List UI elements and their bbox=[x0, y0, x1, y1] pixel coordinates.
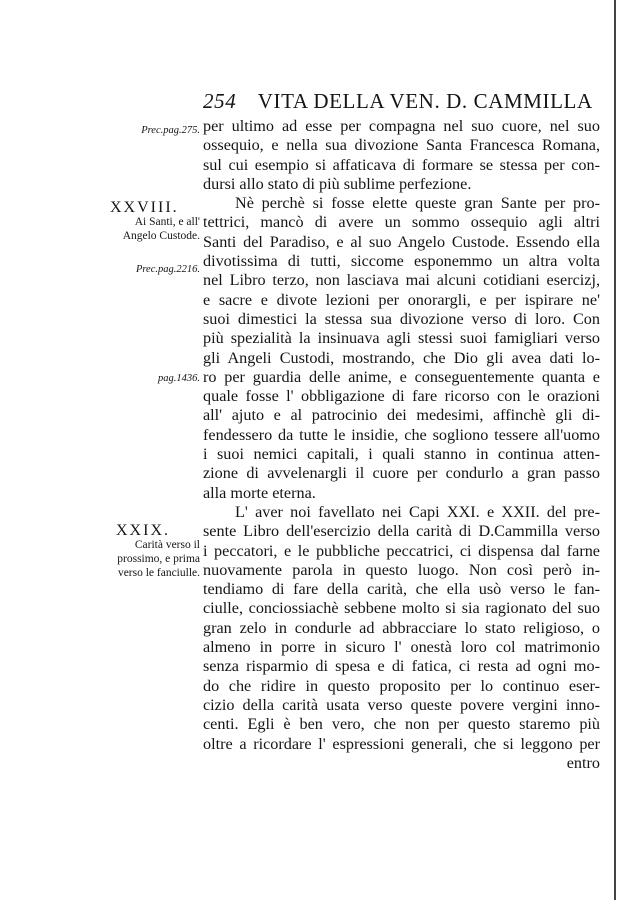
text-line: per ultimo ad esse per compagna nel suo cuore, nel suo bbox=[203, 117, 600, 135]
margin-ref-1: Prec.pag.275. bbox=[141, 125, 200, 136]
text-line: suoi dimestici la stessa sua divozione verso di loro. Con bbox=[203, 309, 600, 328]
section-29-number: XXIX. bbox=[116, 522, 170, 539]
running-title: VITA DELLA VEN. D. CAMMILLA bbox=[257, 89, 593, 113]
text-line: nuovamente parola in questo luogo. Non così però in- bbox=[203, 560, 600, 579]
page-edge-line bbox=[614, 0, 616, 900]
text-line: ciulle, conciossiachè sebbene molto si sia ragionato del suo bbox=[203, 599, 600, 618]
text-line: zione di avvelenargli il cuore per condurlo a gran passo bbox=[203, 464, 600, 483]
text-line: nel Libro terzo, non lasciava mai alcuni cotidiani esercizj, bbox=[203, 271, 600, 290]
text-line: L' aver noi favellato nei Capi XXI. e XXII. del pre- bbox=[235, 502, 600, 521]
running-header bbox=[203, 88, 603, 114]
text-line: sul cui esempio si affaticava di formare se stessa per con- bbox=[203, 155, 600, 174]
text-line: e sacre e divote lezioni per onorargli, e per ispirare ne' bbox=[203, 290, 600, 309]
section-29-title-line-2: prossimo, e prima bbox=[117, 553, 200, 565]
text-line: gli Angeli Custodi, mostrando, che Dio gli avea dati lo- bbox=[203, 348, 600, 367]
catchword: entro bbox=[566, 753, 600, 772]
text-line: almeno in porre in sicuro l' onestà loro col matrimonio bbox=[203, 638, 600, 657]
text-line: ro per guardia delle anime, e conseguentemente quanta e bbox=[203, 367, 600, 386]
text-line: senza risparmio di spesa e di fatica, ci resta ad ogni mo- bbox=[203, 657, 600, 676]
text-line: Santi del Paradiso, e al suo Angelo Custode. Essendo ella bbox=[203, 232, 600, 251]
text-line: centi. Egli è ben vero, che non per questo staremo più bbox=[203, 715, 600, 734]
text-line: quale fosse l' obbligazione di fare ricorso con le orazioni bbox=[203, 387, 600, 406]
text-line: cizio della carità usata verso queste povere vergini inno- bbox=[203, 695, 600, 714]
margin-ref-3: pag.1436. bbox=[158, 373, 200, 384]
text-line: più spezialità la insinuava agli stessi suoi famigliari verso bbox=[203, 329, 600, 348]
text-line: tendiamo di fare della carità, che ella usò verso le fan- bbox=[203, 580, 600, 599]
text-line: gran zelo in condurle ad abbracciare lo stato religioso, o bbox=[203, 618, 600, 637]
text-line: sente Libro dell'esercizio della carità di D.Cammilla verso bbox=[203, 522, 600, 541]
text-line: i suoi nemici capitali, i quali stanno in continua atten- bbox=[203, 445, 600, 464]
text-line: all' ajuto e al patrocinio dei medesimi, affinchè gli di- bbox=[203, 406, 600, 425]
section-28-number: XXVIII. bbox=[110, 199, 179, 216]
text-line: i peccatori, e le pubbliche peccatrici, ci dispensa dal farne bbox=[203, 541, 600, 560]
text-line: dursi allo stato di più sublime perfezione. bbox=[203, 174, 472, 193]
section-29-title-line-3: verso le fanciulle. bbox=[117, 567, 200, 579]
text-line: alla morte eterna. bbox=[203, 483, 316, 502]
section-28-title-line-2: Angelo Custode. bbox=[122, 230, 200, 242]
text-line: do che ridire in questo proposito per lo continuo eser- bbox=[203, 676, 600, 695]
text-line: Nè perchè si fosse elette queste gran Sante per pro- bbox=[235, 194, 600, 213]
page-number: 254 bbox=[203, 89, 237, 113]
text-line: ossequio, e nella sua divozione Santa Francesca Romana, bbox=[203, 136, 600, 155]
text-line: divotissima di tutti, siccome esponemmo un altra volta bbox=[203, 252, 600, 271]
section-29-title-line-1: Carità verso il bbox=[134, 539, 200, 551]
text-line: tettrici, mancò di avere un sommo ossequio agli altri bbox=[203, 213, 600, 232]
section-28-title-line-1: Ai Santi, e all' bbox=[134, 216, 200, 228]
body-text bbox=[203, 117, 600, 773]
text-line: oltre a ricordare l' espressioni generali, che si leggono per bbox=[203, 734, 600, 753]
margin-ref-2: Prec.pag.2216. bbox=[135, 264, 200, 275]
text-line: fendessero da tutte le insidie, che sogliono tessere all'uomo bbox=[203, 425, 600, 444]
